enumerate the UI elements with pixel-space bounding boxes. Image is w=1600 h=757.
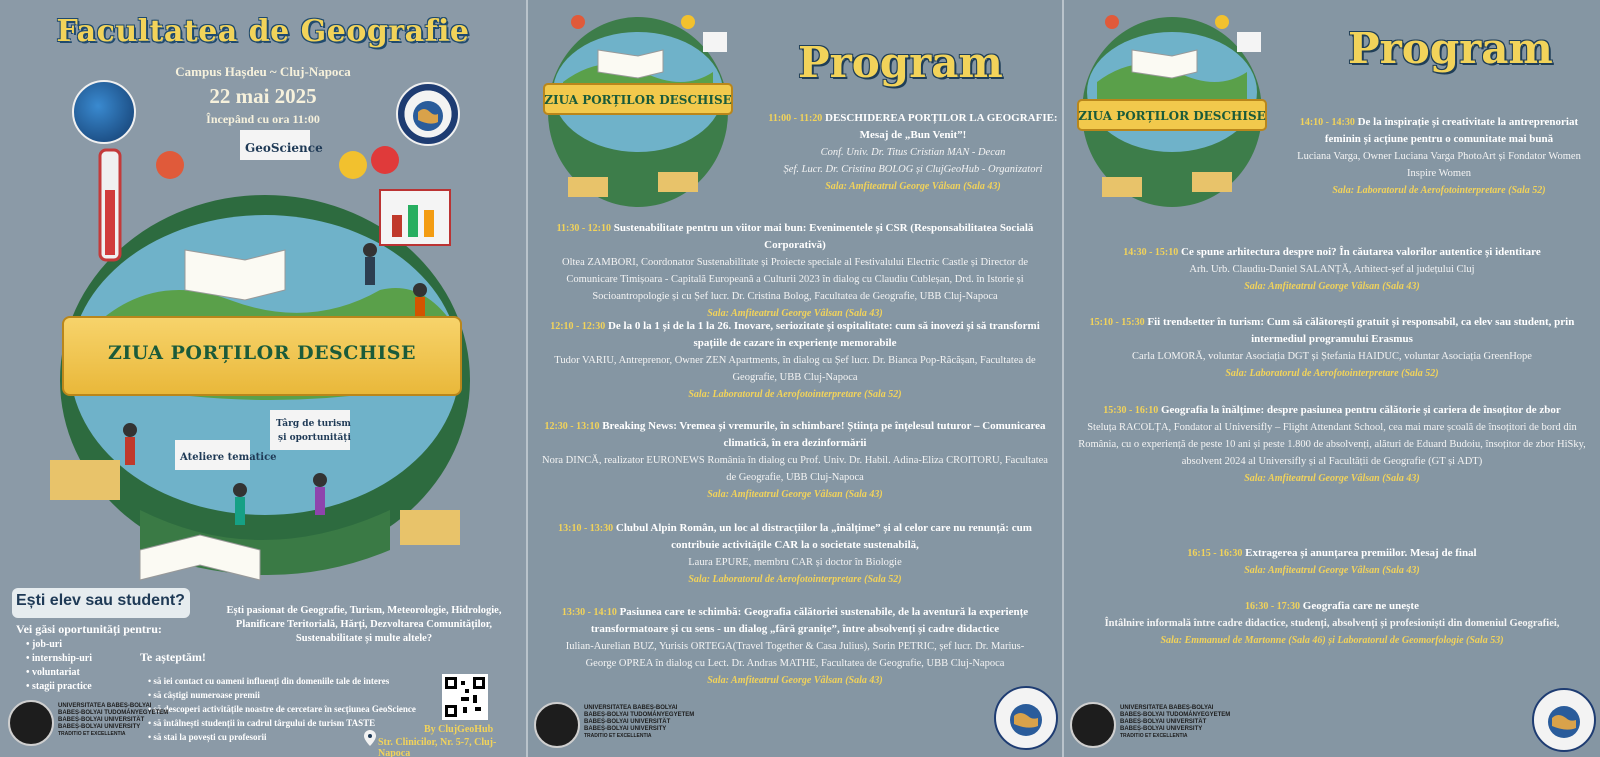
svg-text:și oportunități: și oportunități	[278, 433, 351, 443]
entry-title: Geografia care ne unește	[1302, 600, 1419, 612]
ubb-text	[584, 705, 694, 740]
program-entry	[1074, 402, 1590, 487]
entry-speakers: Iulian-Aurelian BUZ, Yurisis ORTEGA(Travel Together & Casa Julius), Sorin PETRIC, șef lucr. Dr. Marius-George OPREA în dialog cu Lect. Dr. Andras MATHE, Facultatea de Geografie, UBB Cluj-Napoca	[565, 641, 1025, 669]
opportunities-title: Vei găsi oportunități pentru:	[16, 622, 162, 636]
entry-title: Extragerea și anunțarea premiilor. Mesaj de final	[1245, 547, 1477, 559]
entry-speakers: Întâlnire informală între cadre didactice, studenți, absolvenți și profesioniști din domeniul Geografiei,	[1104, 618, 1560, 629]
list-item: • să câștigi numeroase premii	[148, 688, 416, 702]
ubb-text	[58, 703, 168, 738]
entry-time: 12:10 - 12:30	[550, 321, 606, 332]
ubb-text	[1120, 705, 1230, 740]
program-entry	[542, 318, 1048, 403]
list-item: • job-uri	[26, 638, 92, 652]
list-item: • să descoperi activitățile noastre de cercetare în secțiunea GeoScience	[148, 702, 416, 716]
entry-time: 13:30 - 14:10	[561, 607, 617, 618]
address: Str. Clinicilor, Nr. 5-7, Cluj-Napoca	[378, 737, 497, 757]
ubb-line: BABEȘ-BOLYAI UNIVERSITY	[584, 726, 667, 732]
qr-icon	[445, 677, 485, 717]
question-text: Ești elev sau student?	[16, 592, 185, 609]
entry-time: 12:30 - 13:10	[544, 421, 600, 432]
entry-speakers: Conf. Univ. Dr. Titus Cristian MAN - Decan Șef. Lucr. Dr. Cristina BOLOG și ClujGeoHub - Organizatori	[783, 147, 1043, 175]
poster-panel	[0, 0, 526, 757]
ubb-line: BABEȘ-BOLYAI UNIVERSITÄT	[58, 717, 145, 723]
ubb-line: TRADITIO ET EXCELLENTIA	[584, 733, 652, 739]
campus-text: Campus Hașdeu ~ Cluj-Napoca	[175, 64, 351, 79]
entry-title: Pasiunea care te schimbă: Geografia călătoriei sustenabile, de la aventură la experiențe transformatoare și cu sens - un dialog „fără granițe”, între absolvenți și cadre didactice	[590, 606, 1029, 635]
ubb-line: BABEȘ-BOLYAI UNIVERSITY	[1120, 726, 1203, 732]
qr-code[interactable]	[442, 674, 488, 720]
entry-time: 16:30 - 17:30	[1245, 601, 1301, 612]
entry-time: 11:30 - 12:10	[556, 223, 612, 234]
entry-room: Sala: Emmanuel de Martonne (Sala 46) și Laboratorul de Geomorfologie (Sala 53)	[1160, 635, 1504, 646]
entry-title: Sustenabilitate pentru un viitor mai bun: Evenimentele și CSR (Responsabilitatea Socială Corporativă)	[613, 222, 1034, 251]
entry-room: Sala: Amfiteatrul George Vâlsan (Sala 43)	[1244, 565, 1420, 576]
entry-time: 13:10 - 13:30	[558, 523, 614, 534]
entry-time: 15:30 - 16:10	[1103, 405, 1159, 416]
entry-room: Sala: Laboratorul de Aerofotointerpretare (Sala 52)	[688, 574, 902, 585]
program-entry	[1074, 598, 1590, 649]
location-pin-icon	[364, 730, 376, 746]
list-item: • voluntariat	[26, 666, 92, 680]
program-entry	[1288, 114, 1590, 199]
list-item: • să stai la povești cu profesorii	[148, 730, 416, 744]
entry-time: 14:30 - 15:10	[1123, 247, 1179, 258]
university-seal-logo	[994, 686, 1058, 750]
globe-icon	[1534, 690, 1594, 750]
entry-title: De la 0 la 1 și de la 1 la 26. Inovare, seriozitate și ospitalitate: cum să inovezi și să transformi spațiile de cazare în experiențe memorabile	[607, 320, 1040, 349]
entry-time: 11:00 - 11:20	[768, 113, 823, 124]
ubb-line: BABEȘ-BOLYAI TUDOMÁNYEGYETEM	[58, 710, 169, 716]
entry-speakers: Oltea ZAMBORI, Coordonator Sustenabilitate și Proiecte speciale al Festivalului Electric Castle și Director de Comunicare Timișoara - Capitală Europeană a Culturii 2023 în dialog cu Claudiu Cubleșan, Drd. în Istorie și Socioantropologie și cu Șef lucr. Dr. Cristina Bolog, Facultatea de Geografie, UBB Cluj-Napoca	[562, 257, 1028, 302]
ubb-line: BABEȘ-BOLYAI UNIVERSITÄT	[1120, 719, 1207, 725]
program-panel-2	[1064, 0, 1600, 757]
entry-title: DESCHIDEREA PORȚILOR LA GEOGRAFIE: Mesaj de „Bun Venit”!	[825, 112, 1058, 141]
ubb-seal-logo	[534, 702, 580, 748]
ubb-seal-logo	[8, 700, 54, 746]
expect-title: Te așteptăm!	[140, 650, 206, 664]
ubb-line: TRADITIO ET EXCELLENTIA	[58, 731, 126, 737]
program-title: Program	[798, 38, 1003, 87]
globe-illustration	[538, 2, 738, 217]
ubb-line: UNIVERSITATEA BABEȘ-BOLYAI	[584, 705, 678, 711]
program-entry	[1074, 314, 1590, 382]
entry-room: Sala: Laboratorul de Aerofotointerpretare (Sala 52)	[1332, 185, 1546, 196]
byline: By ClujGeoHub	[424, 724, 494, 735]
poster-title: Facultatea de Geografie	[56, 14, 470, 49]
workshops-sign: Ateliere tematice	[180, 452, 277, 463]
program-panel-1	[528, 0, 1062, 757]
entry-room: Sala: Amfiteatrul George Vâlsan (Sala 43)	[707, 489, 883, 500]
entry-title: De la inspirație și creativitate la antreprenoriat feminin și acțiune pentru o comunitate mai bună	[1324, 116, 1579, 145]
program-entry	[542, 520, 1048, 588]
program-entry	[552, 604, 1038, 689]
program-entry	[538, 220, 1052, 322]
entry-speakers: Tudor VARIU, Antreprenor, Owner ZEN Apartments, în dialog cu Șef lucr. Dr. Bianca Pop-Răcășan, Facultatea de Geografie, UBB Cluj-Napoca	[554, 355, 1036, 383]
entry-title: Ce spune arhitectura despre noi? În căutarea valorilor autentice și identitare	[1181, 246, 1541, 258]
art-banner-text: ZIUA PORȚILOR DESCHISE	[1078, 109, 1266, 123]
passion-text: Ești pasionat de Geografie, Turism, Meteorologie, Hidrologie, Planificare Teritorială, Hărți, Dezvoltarea Comunităților, Sustenabilitate și multe altele?	[226, 605, 502, 644]
program-entry	[1074, 244, 1590, 295]
list-item: • să întâlnești studenții în cadrul târgului de turism TASTE	[148, 716, 416, 730]
program-entry	[768, 110, 1058, 195]
globe-icon	[996, 688, 1056, 748]
entry-speakers: Steluța RACOLȚA, Fondator al Universifly – Flight Attendant School, cea mai mare școală de însoțitori de bord din România, cu o experiență de peste 10 ani și peste 1.800 de absolvenți, alături de Eduard Budoiu, însoțitor de zbor HiSky, absolvent 2024 al Universifly și al Facultății de Geografie (GT și ADT)	[1078, 422, 1586, 467]
entry-time: 14:10 - 14:30	[1299, 117, 1355, 128]
list-item: • stagii practice	[26, 680, 92, 694]
ubb-line: BABEȘ-BOLYAI TUDOMÁNYEGYETEM	[1120, 712, 1231, 718]
art-banner-text: ZIUA PORȚILOR DESCHISE	[544, 93, 732, 107]
entry-room: Sala: Laboratorul de Aerofotointerpretare (Sala 52)	[1225, 368, 1439, 379]
entry-title: Clubul Alpin Român, un loc al distracțiilor la „înălțime” și al celor care nu renunță: cum contribuie activitățile CAR la o societate sustenabilă,	[615, 522, 1032, 551]
entry-room: Sala: Amfiteatrul George Vâlsan (Sala 43)	[707, 675, 883, 686]
globe-illustration	[1072, 2, 1272, 217]
entry-room: Sala: Laboratorul de Aerofotointerpretare (Sala 52)	[688, 389, 902, 400]
program-entry	[542, 418, 1048, 503]
entry-title: Fii trendsetter în turism: Cum să călătorești gratuit și responsabil, ca elev sau student, prin intermediul programului Erasmus	[1147, 316, 1575, 345]
entry-title: Geografia la înălțime: despre pasiunea pentru călătorie și cariera de însoțitor de zbor	[1160, 404, 1561, 416]
banner-title: ZIUA PORȚILOR DESCHISE	[108, 342, 416, 364]
entry-room: Sala: Amfiteatrul George Vâlsan (Sala 43)	[707, 308, 883, 319]
program-title: Program	[1348, 24, 1553, 73]
ubb-line: BABEȘ-BOLYAI UNIVERSITY	[58, 724, 141, 730]
svg-text:Târg de turism: Târg de turism	[276, 419, 351, 429]
ubb-line: TRADITIO ET EXCELLENTIA	[1120, 733, 1188, 739]
geoscience-flag: GeoScience	[245, 141, 323, 155]
ubb-line: BABEȘ-BOLYAI TUDOMÁNYEGYETEM	[584, 712, 695, 718]
entry-room: Sala: Amfiteatrul George Vâlsan (Sala 43)	[1244, 473, 1420, 484]
entry-speakers: Luciana Varga, Owner Luciana Varga PhotoArt și Fondator Women Inspire Women	[1297, 151, 1581, 179]
ubb-line: UNIVERSITATEA BABEȘ-BOLYAI	[58, 703, 152, 709]
start-time: Începând cu ora 11:00	[206, 112, 320, 126]
entry-title: Breaking News: Vremea și vremurile, în schimbare! Știința pe înțelesul tuturor – Comunicarea climatică, în era dezinformării	[602, 420, 1046, 449]
entry-time: 15:10 - 15:30	[1089, 317, 1145, 328]
event-date: 22 mai 2025	[209, 84, 317, 108]
entry-room: Sala: Amfiteatrul George Vâlsan (Sala 43)	[1244, 281, 1420, 292]
entry-speakers: Arh. Urb. Claudiu-Daniel SALANȚĂ, Arhitect-șef al județului Cluj	[1189, 264, 1475, 275]
entry-speakers: Nora DINCĂ, realizator EURONEWS România în dialog cu Prof. Univ. Dr. Habil. Adina-Eliza CROITORU, Facultatea de Geografie, UBB Cluj-Napoca	[542, 455, 1048, 483]
ubb-line: BABEȘ-BOLYAI UNIVERSITÄT	[584, 719, 671, 725]
ubb-line: UNIVERSITATEA BABEȘ-BOLYAI	[1120, 705, 1214, 711]
program-entry	[1074, 545, 1590, 579]
ubb-seal-logo	[1070, 702, 1116, 748]
entry-time: 16:15 - 16:30	[1187, 548, 1243, 559]
university-seal-logo	[1532, 688, 1596, 752]
entry-speakers: Laura EPURE, membru CAR și doctor în Biologie	[688, 557, 902, 568]
list-item: • internship-uri	[26, 652, 92, 666]
opportunities-list	[26, 638, 92, 694]
list-item: • să iei contact cu oameni influenți din domeniile tale de interes	[148, 674, 416, 688]
entry-speakers: Carla LOMORĂ, voluntar Asociația DGT și Ștefania HAIDUC, voluntar Asociația GreenHope	[1132, 351, 1532, 362]
entry-room: Sala: Amfiteatrul George Vâlsan (Sala 43)	[825, 181, 1001, 192]
